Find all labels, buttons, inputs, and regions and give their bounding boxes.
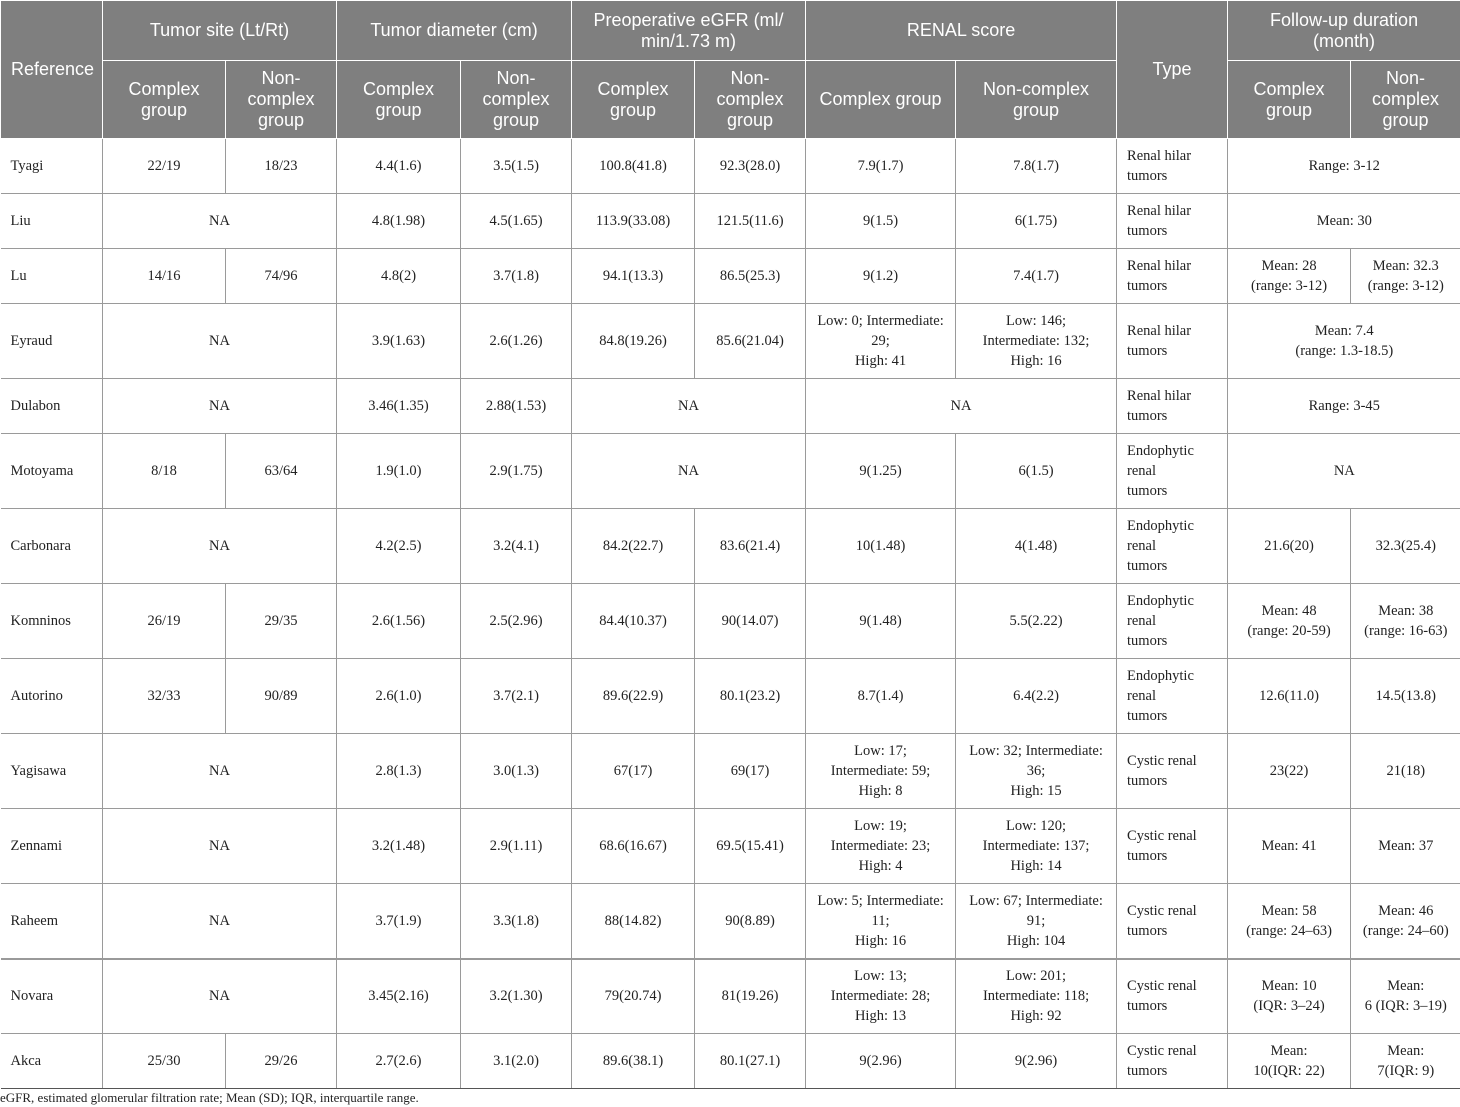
cell-diam-noncomplex: 2.88(1.53) xyxy=(461,379,572,434)
cell-renal-noncomplex: Low: 67; Intermediate: 91; High: 104 xyxy=(956,884,1117,959)
cell-site-noncomplex: 63/64 xyxy=(226,434,337,509)
cell-followup: Mean: 30 xyxy=(1228,194,1460,249)
cell-diam-complex: 4.8(1.98) xyxy=(337,194,461,249)
cell-egfr-noncomplex: 69.5(15.41) xyxy=(695,809,806,884)
cell-egfr-complex: 100.8(41.8) xyxy=(572,139,695,194)
cell-diam-complex: 4.2(2.5) xyxy=(337,509,461,584)
cell-renal-complex: 8.7(1.4) xyxy=(806,659,956,734)
cell-egfr-noncomplex: 80.1(23.2) xyxy=(695,659,806,734)
cell-egfr-noncomplex: 90(8.89) xyxy=(695,884,806,959)
cell-egfr-complex: 94.1(13.3) xyxy=(572,249,695,304)
cell-type: Endophytic renal tumors xyxy=(1117,434,1228,509)
cell-egfr-noncomplex: 83.6(21.4) xyxy=(695,509,806,584)
cell-egfr-noncomplex: 86.5(25.3) xyxy=(695,249,806,304)
cell-followup: Mean: 7.4 (range: 1.3-18.5) xyxy=(1228,304,1460,379)
cell-diam-noncomplex: 3.3(1.8) xyxy=(461,884,572,959)
cell-renal-complex: 7.9(1.7) xyxy=(806,139,956,194)
table-footnote: eGFR, estimated glomerular filtration rate; Mean (SD); IQR, interquartile range. xyxy=(0,1090,419,1105)
cell-diam-complex: 2.6(1.0) xyxy=(337,659,461,734)
cell-egfr-noncomplex: 80.1(27.1) xyxy=(695,1034,806,1089)
cell-followup-noncomplex: Mean: 7(IQR: 9) xyxy=(1351,1034,1460,1089)
cell-followup-complex: 12.6(11.0) xyxy=(1228,659,1351,734)
cell-renal-complex: Low: 13; Intermediate: 28; High: 13 xyxy=(806,959,956,1034)
cell-type: Cystic renal tumors xyxy=(1117,959,1228,1034)
cell-renal-noncomplex: Low: 146; Intermediate: 132; High: 16 xyxy=(956,304,1117,379)
table-row xyxy=(1,659,1460,734)
cell-type: Endophytic renal tumors xyxy=(1117,584,1228,659)
cell-diam-noncomplex: 3.2(4.1) xyxy=(461,509,572,584)
cell-followup: NA xyxy=(1228,434,1460,509)
cell-renal: NA xyxy=(806,379,1117,434)
header-fu-noncomplex: Non- complex group xyxy=(1351,61,1460,139)
cell-egfr-complex: 84.2(22.7) xyxy=(572,509,695,584)
cell-egfr-complex: 79(20.74) xyxy=(572,959,695,1034)
cell-renal-noncomplex: 5.5(2.22) xyxy=(956,584,1117,659)
cell-reference: Eyraud xyxy=(1,304,103,379)
cell-egfr-complex: 89.6(38.1) xyxy=(572,1034,695,1089)
cell-followup-complex: 21.6(20) xyxy=(1228,509,1351,584)
cell-reference: Lu xyxy=(1,249,103,304)
cell-reference: Yagisawa xyxy=(1,734,103,809)
cell-diam-complex: 2.7(2.6) xyxy=(337,1034,461,1089)
cell-site-noncomplex: 29/35 xyxy=(226,584,337,659)
cell-renal-noncomplex: 7.4(1.7) xyxy=(956,249,1117,304)
cell-renal-complex: Low: 0; Intermediate: 29; High: 41 xyxy=(806,304,956,379)
table-row xyxy=(1,809,1460,884)
cell-type: Renal hilar tumors xyxy=(1117,379,1228,434)
cell-diam-complex: 4.8(2) xyxy=(337,249,461,304)
cell-site-complex: 22/19 xyxy=(103,139,226,194)
cell-renal-noncomplex: 6.4(2.2) xyxy=(956,659,1117,734)
header-renal-complex: Complex group xyxy=(806,61,956,139)
cell-followup-noncomplex: Mean: 6 (IQR: 3–19) xyxy=(1351,959,1460,1034)
table-row xyxy=(1,249,1460,304)
cell-site-complex: 8/18 xyxy=(103,434,226,509)
cell-renal-noncomplex: 7.8(1.7) xyxy=(956,139,1117,194)
cell-renal-complex: 9(1.25) xyxy=(806,434,956,509)
cell-followup-noncomplex: Mean: 38 (range: 16-63) xyxy=(1351,584,1460,659)
cell-renal-noncomplex: Low: 120; Intermediate: 137; High: 14 xyxy=(956,809,1117,884)
cell-diam-complex: 3.45(2.16) xyxy=(337,959,461,1034)
cell-egfr-noncomplex: 69(17) xyxy=(695,734,806,809)
cell-type: Renal hilar tumors xyxy=(1117,194,1228,249)
cell-renal-complex: Low: 19; Intermediate: 23; High: 4 xyxy=(806,809,956,884)
cell-reference: Akca xyxy=(1,1034,103,1089)
cell-site: NA xyxy=(103,734,337,809)
cell-type: Renal hilar tumors xyxy=(1117,139,1228,194)
cell-diam-complex: 4.4(1.6) xyxy=(337,139,461,194)
cell-diam-complex: 2.8(1.3) xyxy=(337,734,461,809)
cell-reference: Liu xyxy=(1,194,103,249)
cell-renal-complex: 10(1.48) xyxy=(806,509,956,584)
cell-renal-complex: Low: 17; Intermediate: 59; High: 8 xyxy=(806,734,956,809)
cell-site: NA xyxy=(103,884,337,959)
cell-egfr-noncomplex: 92.3(28.0) xyxy=(695,139,806,194)
cell-site-noncomplex: 29/26 xyxy=(226,1034,337,1089)
cell-diam-complex: 3.9(1.63) xyxy=(337,304,461,379)
cell-renal-noncomplex: 6(1.5) xyxy=(956,434,1117,509)
cell-egfr-complex: 84.8(19.26) xyxy=(572,304,695,379)
cell-diam-noncomplex: 3.2(1.30) xyxy=(461,959,572,1034)
cell-renal-complex: 9(1.48) xyxy=(806,584,956,659)
cell-reference: Tyagi xyxy=(1,139,103,194)
cell-site-noncomplex: 74/96 xyxy=(226,249,337,304)
cell-site: NA xyxy=(103,809,337,884)
cell-site-complex: 25/30 xyxy=(103,1034,226,1089)
cell-followup-noncomplex: Mean: 37 xyxy=(1351,809,1460,884)
cell-egfr-complex: 89.6(22.9) xyxy=(572,659,695,734)
header-followup: Follow-up duration (month) xyxy=(1228,1,1460,61)
cell-egfr-noncomplex: 90(14.07) xyxy=(695,584,806,659)
header-tumor-diameter: Tumor diameter (cm) xyxy=(337,1,572,61)
table-row xyxy=(1,379,1460,434)
table-row xyxy=(1,194,1460,249)
table-row xyxy=(1,1034,1460,1089)
cell-reference: Komninos xyxy=(1,584,103,659)
cell-renal-noncomplex: Low: 201; Intermediate: 118; High: 92 xyxy=(956,959,1117,1034)
cell-site-complex: 32/33 xyxy=(103,659,226,734)
cell-renal-noncomplex: 6(1.75) xyxy=(956,194,1117,249)
header-renal-noncomplex: Non-complex group xyxy=(956,61,1117,139)
cell-type: Endophytic renal tumors xyxy=(1117,659,1228,734)
cell-egfr: NA xyxy=(572,434,806,509)
cell-followup: Range: 3-12 xyxy=(1228,139,1460,194)
table-body xyxy=(1,139,1460,1089)
cell-egfr: NA xyxy=(572,379,806,434)
cell-followup-noncomplex: 32.3(25.4) xyxy=(1351,509,1460,584)
cell-site: NA xyxy=(103,959,337,1034)
header-renal-score: RENAL score xyxy=(806,1,1117,61)
cell-site-complex: 26/19 xyxy=(103,584,226,659)
cell-diam-noncomplex: 3.5(1.5) xyxy=(461,139,572,194)
cell-followup: Range: 3-45 xyxy=(1228,379,1460,434)
table-row xyxy=(1,884,1460,959)
cell-diam-noncomplex: 4.5(1.65) xyxy=(461,194,572,249)
cell-diam-complex: 2.6(1.56) xyxy=(337,584,461,659)
cell-egfr-complex: 88(14.82) xyxy=(572,884,695,959)
cell-followup-noncomplex: 21(18) xyxy=(1351,734,1460,809)
cell-reference: Carbonara xyxy=(1,509,103,584)
table-row xyxy=(1,734,1460,809)
cell-site: NA xyxy=(103,509,337,584)
header-site-complex: Complex group xyxy=(103,61,226,139)
cell-renal-noncomplex: 9(2.96) xyxy=(956,1034,1117,1089)
cell-type: Cystic renal tumors xyxy=(1117,1034,1228,1089)
cell-followup-complex: 23(22) xyxy=(1228,734,1351,809)
cell-egfr-complex: 67(17) xyxy=(572,734,695,809)
cell-egfr-noncomplex: 121.5(11.6) xyxy=(695,194,806,249)
cell-renal-noncomplex: Low: 32; Intermediate: 36; High: 15 xyxy=(956,734,1117,809)
header-egfr: Preoperative eGFR (ml/ min/1.73 m) xyxy=(572,1,806,61)
header-egfr-noncomplex: Non- complex group xyxy=(695,61,806,139)
cell-diam-noncomplex: 3.1(2.0) xyxy=(461,1034,572,1089)
cell-diam-noncomplex: 3.7(2.1) xyxy=(461,659,572,734)
cell-site-noncomplex: 18/23 xyxy=(226,139,337,194)
cell-site: NA xyxy=(103,304,337,379)
cell-egfr-complex: 68.6(16.67) xyxy=(572,809,695,884)
cell-diam-noncomplex: 2.6(1.26) xyxy=(461,304,572,379)
cell-type: Renal hilar tumors xyxy=(1117,304,1228,379)
cell-diam-complex: 3.2(1.48) xyxy=(337,809,461,884)
cell-site-noncomplex: 90/89 xyxy=(226,659,337,734)
cell-followup-complex: Mean: 41 xyxy=(1228,809,1351,884)
cell-diam-noncomplex: 2.5(2.96) xyxy=(461,584,572,659)
cell-reference: Novara xyxy=(1,959,103,1034)
cell-diam-noncomplex: 2.9(1.11) xyxy=(461,809,572,884)
header-egfr-complex: Complex group xyxy=(572,61,695,139)
cell-reference: Dulabon xyxy=(1,379,103,434)
cell-diam-complex: 3.7(1.9) xyxy=(337,884,461,959)
cell-egfr-complex: 113.9(33.08) xyxy=(572,194,695,249)
table-row xyxy=(1,139,1460,194)
header-tumor-site: Tumor site (Lt/Rt) xyxy=(103,1,337,61)
cell-reference: Motoyama xyxy=(1,434,103,509)
cell-reference: Autorino xyxy=(1,659,103,734)
cell-renal-complex: Low: 5; Intermediate: 11; High: 16 xyxy=(806,884,956,959)
cell-followup-complex: Mean: 58 (range: 24–63) xyxy=(1228,884,1351,959)
header-type: Type xyxy=(1117,1,1228,139)
table-row xyxy=(1,434,1460,509)
cell-diam-noncomplex: 3.0(1.3) xyxy=(461,734,572,809)
table-row xyxy=(1,509,1460,584)
cell-followup-noncomplex: 14.5(13.8) xyxy=(1351,659,1460,734)
cell-type: Cystic renal tumors xyxy=(1117,884,1228,959)
header-reference: Reference xyxy=(1,1,103,139)
cell-site-complex: 14/16 xyxy=(103,249,226,304)
cell-followup-complex: Mean: 28 (range: 3-12) xyxy=(1228,249,1351,304)
cell-renal-complex: 9(1.2) xyxy=(806,249,956,304)
cell-followup-complex: Mean: 10(IQR: 22) xyxy=(1228,1034,1351,1089)
header-diam-noncomplex: Non- complex group xyxy=(461,61,572,139)
cell-diam-complex: 1.9(1.0) xyxy=(337,434,461,509)
cell-diam-noncomplex: 2.9(1.75) xyxy=(461,434,572,509)
cell-reference: Zennami xyxy=(1,809,103,884)
table-row xyxy=(1,584,1460,659)
cell-type: Renal hilar tumors xyxy=(1117,249,1228,304)
table-row xyxy=(1,959,1460,1034)
header-site-noncomplex: Non- complex group xyxy=(226,61,337,139)
cell-site: NA xyxy=(103,194,337,249)
cell-renal-complex: 9(1.5) xyxy=(806,194,956,249)
cell-egfr-complex: 84.4(10.37) xyxy=(572,584,695,659)
cell-followup-complex: Mean: 10 (IQR: 3–24) xyxy=(1228,959,1351,1034)
cell-type: Cystic renal tumors xyxy=(1117,734,1228,809)
cell-renal-noncomplex: 4(1.48) xyxy=(956,509,1117,584)
cell-egfr-noncomplex: 85.6(21.04) xyxy=(695,304,806,379)
cell-followup-complex: Mean: 48 (range: 20-59) xyxy=(1228,584,1351,659)
header-diam-complex: Complex group xyxy=(337,61,461,139)
cell-diam-complex: 3.46(1.35) xyxy=(337,379,461,434)
cell-diam-noncomplex: 3.7(1.8) xyxy=(461,249,572,304)
cell-followup-noncomplex: Mean: 46 (range: 24–60) xyxy=(1351,884,1460,959)
cell-egfr-noncomplex: 81(19.26) xyxy=(695,959,806,1034)
cell-type: Endophytic renal tumors xyxy=(1117,509,1228,584)
cell-reference: Raheem xyxy=(1,884,103,959)
cell-renal-complex: 9(2.96) xyxy=(806,1034,956,1089)
table-row xyxy=(1,304,1460,379)
cell-followup-noncomplex: Mean: 32.3 (range: 3-12) xyxy=(1351,249,1460,304)
cell-type: Cystic renal tumors xyxy=(1117,809,1228,884)
header-fu-complex: Complex group xyxy=(1228,61,1351,139)
cell-site: NA xyxy=(103,379,337,434)
